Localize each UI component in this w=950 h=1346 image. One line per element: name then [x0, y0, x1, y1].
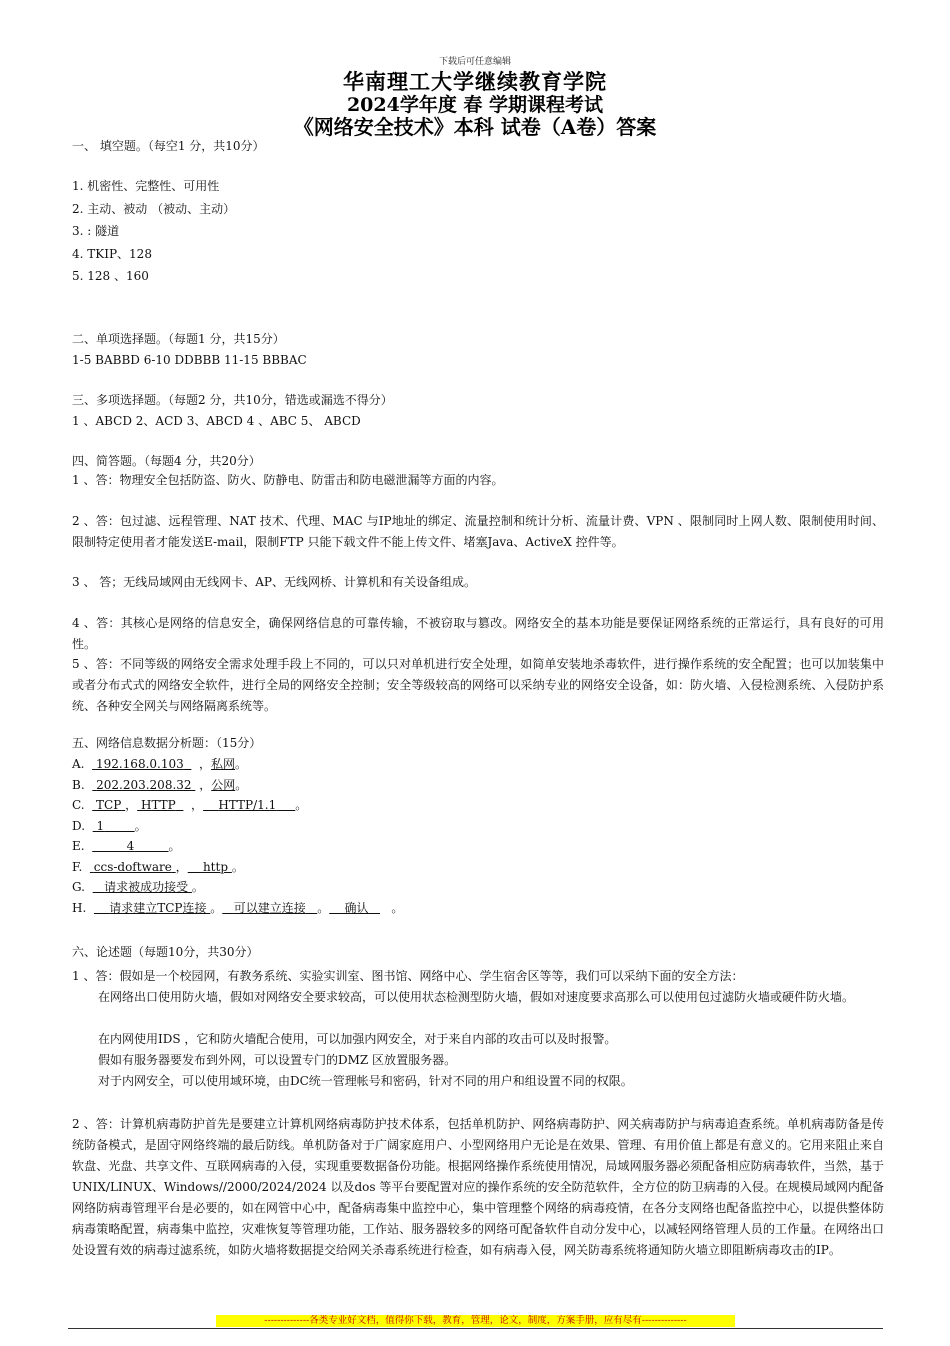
section6-q1-paragraph: 假如有服务器要发布到外网，可以设置专门的DMZ 区放置服务器。 — [98, 1053, 457, 1067]
analysis-row-g: G. 请求被成功接受 。 — [72, 880, 204, 894]
answer-value: 1 — [96, 819, 105, 833]
analysis-row-e: E. 4 。 — [72, 839, 181, 853]
section6-q1-paragraph: 在网络出口使用防火墙，假如对网络安全要求较高，可以使用状态检测型防火墙，假如对速度要求高那么可以使用包过滤防火墙或硬件防火墙。 — [98, 990, 855, 1004]
answer-value: 确认 — [344, 901, 369, 915]
section6-q1-paragraph: 在内网使用IDS ，它和防火墙配合使用，可以加强内网安全，对于来自内部的攻击可以及时报警。 — [98, 1032, 617, 1046]
section4-answer-3: 3 、 答；无线局域网由无线网卡、AP、无线网桥、计算机和有关设备组成。 — [72, 575, 477, 589]
section1-item: 2. 主动、被动 （被动、主动） — [72, 202, 236, 216]
section1-item: 5. 128 、160 — [72, 269, 149, 283]
section4-answer-1: 1 、答：物理安全包括防盗、防火、防静电、防雷击和防电磁泄漏等方面的内容。 — [72, 473, 504, 487]
institution-title: 华南理工大学继续教育学院 — [343, 69, 607, 94]
section4-heading: 四、简答题。（每题4 分，共20分） — [72, 454, 261, 468]
footer-banner: --------------各类专业好文档，值得你下载，教育，管理，论文，制度，方案手册，应有尽有-------------- — [216, 1315, 735, 1327]
row-label: C. — [72, 798, 85, 812]
section4-answer-2: 2 、答：包过滤、远程管理、NAT 技术、代理、MAC 与IP地址的绑定、流量控制和统计分析、流量计费、VPN 、限制同时上网人数、限制使用时间、限制特定使用者才能发送E-mail，限制FTP 只能下载文件不能上传文件、堵塞Java、ActiveX 控件等。 — [72, 514, 884, 549]
answer-value: HTTP/1.1 — [218, 798, 277, 812]
section6-heading: 六、论述题（每题10分，共30分） — [72, 945, 259, 959]
row-label: H. — [72, 901, 87, 915]
answer-value: 192.168.0.103 — [95, 757, 184, 771]
section2-answers: 1-5 BABBD 6-10 DDBBB 11-15 BBBAC — [72, 353, 307, 367]
analysis-row-c: C. TCP ， HTTP ， HTTP/1.1 。 — [72, 798, 308, 812]
section6-q1-paragraph: 对于内网安全，可以使用域环境，由DC统一管理帐号和密码，针对不同的用户和组设置不同的权限。 — [98, 1074, 633, 1088]
exam-title: 《网络安全技术》本科 试卷（A卷）答案 — [293, 115, 657, 139]
answer-value: HTTP — [140, 798, 176, 812]
analysis-row-b: B. 202.203.208.32 ，公网。 — [72, 778, 248, 792]
footer-divider — [68, 1328, 883, 1329]
answer-value: ccs-doftware — [93, 860, 172, 874]
section2-heading: 二、单项选择题。（每题1 分，共15分） — [72, 332, 285, 346]
section6-q1-intro: 1 、答：假如是一个校园网，有教务系统、实验实训室、图书馆、网络中心、学生宿舍区等等，我们可以采纳下面的安全方法： — [72, 969, 744, 983]
section1-heading: 一、 填空题。（每空1 分，共10分） — [72, 139, 265, 153]
section4-answer-5: 5 、答：不同等级的网络安全需求处理手段上不同的，可以只对单机进行安全处理，如简单安装地杀毒软件，进行操作系统的安全配置；也可以加装集中或者分布式式的网络安全软件，进行全局的网络安全控制；安全等级较高的网络可以采纳专业的网络安全设备，如：防火墙、入侵检测系统、入侵防护系统、各种安全网关与网络隔离系统等。 — [72, 657, 884, 713]
row-label: E. — [72, 839, 85, 853]
answer-value: http — [202, 860, 229, 874]
section1-item: 4. TKIP、128 — [72, 247, 152, 261]
section6-q2-answer: 2 、答：计算机病毒防护首先是要建立计算机网络病毒防护技术体系，包括单机防护、网络病毒防护、网关病毒防护与病毒追查系统。单机病毒防备是传统防备模式，是固守网络终端的最后防线。单机防备对于广阔家庭用户、小型网络用户无论是在效果、管理、有用价值上都是有意义的。它用来阻止来自软盘、光盘、共享文件、互联网病毒的入侵，实现重要数据备份功能。根据网络操作系统使用情况，局域网服务器必须配备相应防病毒软件，当然，基于UNIX/LINUX、Windows//2000/2024/2024 以及dos 等平台要配置对应的操作系统的安全防范软件，全方位的防卫病毒的入侵。在规模局域网内配备网络防病毒管理平台是必要的，如在网管中心中，配备病毒集中监控中心，集中管理整个网络的病毒疫情，在各分支网络也配备监控中心，以提供整体防病毒策略配置，病毒集中监控，灾难恢复等管理功能，工作站、服务器较多的网络可配备软件自动分发中心，以减轻网络管理人员的工作量。在网络出口处设置有效的病毒过滤系统，如防火墙将数据提交给网关杀毒系统进行检查，如有病毒入侵，网关防毒系统将通知防火墙立即阻断病毒攻击的IP。 — [72, 1117, 884, 1257]
answer-value: 202.203.208.32 — [96, 778, 192, 792]
analysis-row-h: H. 请求建立TCP连接 。 可以建立连接 。 确认 。 — [72, 901, 404, 915]
section3-heading: 三、多项选择题。（每题2 分，共10分，错选或漏选不得分） — [72, 393, 393, 407]
analysis-row-d: D. 1 。 — [72, 819, 147, 833]
answer-value: 公网 — [211, 778, 236, 792]
section4-answer-4: 4 、答：其核心是网络的信息安全，确保网络信息的可靠传输，不被窃取与篡改。网络安全的基本功能是要保证网络系统的正常运行，具有良好的可用性。 — [72, 616, 884, 651]
analysis-row-a: A. 192.168.0.103 ，私网。 — [72, 757, 248, 771]
section5-heading: 五、网络信息数据分析题：（15分） — [72, 736, 262, 750]
answer-value: 可以建立连接 — [233, 901, 306, 915]
answer-value: 请求建立TCP连接 — [109, 901, 207, 915]
answer-value: 请求被成功接受 — [104, 880, 189, 894]
top-note: 下载后可任意编辑 — [438, 57, 511, 67]
row-label: A. — [72, 757, 85, 771]
section1-item: 3. : 隧道 — [72, 224, 120, 238]
row-label: G. — [72, 880, 85, 894]
section1-item: 1. 机密性、完整性、可用性 — [72, 179, 220, 193]
term-title: 2024学年度 春 学期课程考试 — [346, 94, 604, 116]
row-label: F. — [72, 860, 83, 874]
row-label: B. — [72, 778, 85, 792]
section3-answers: 1 、ABCD 2、ACD 3、ABCD 4 、ABC 5、 ABCD — [72, 414, 361, 428]
analysis-row-f: F. ccs-doftware ， http 。 — [72, 860, 244, 874]
answer-value: TCP — [96, 798, 122, 812]
row-label: D. — [72, 819, 86, 833]
answer-value: 私网 — [211, 757, 236, 771]
answer-value: 4 — [126, 839, 135, 853]
